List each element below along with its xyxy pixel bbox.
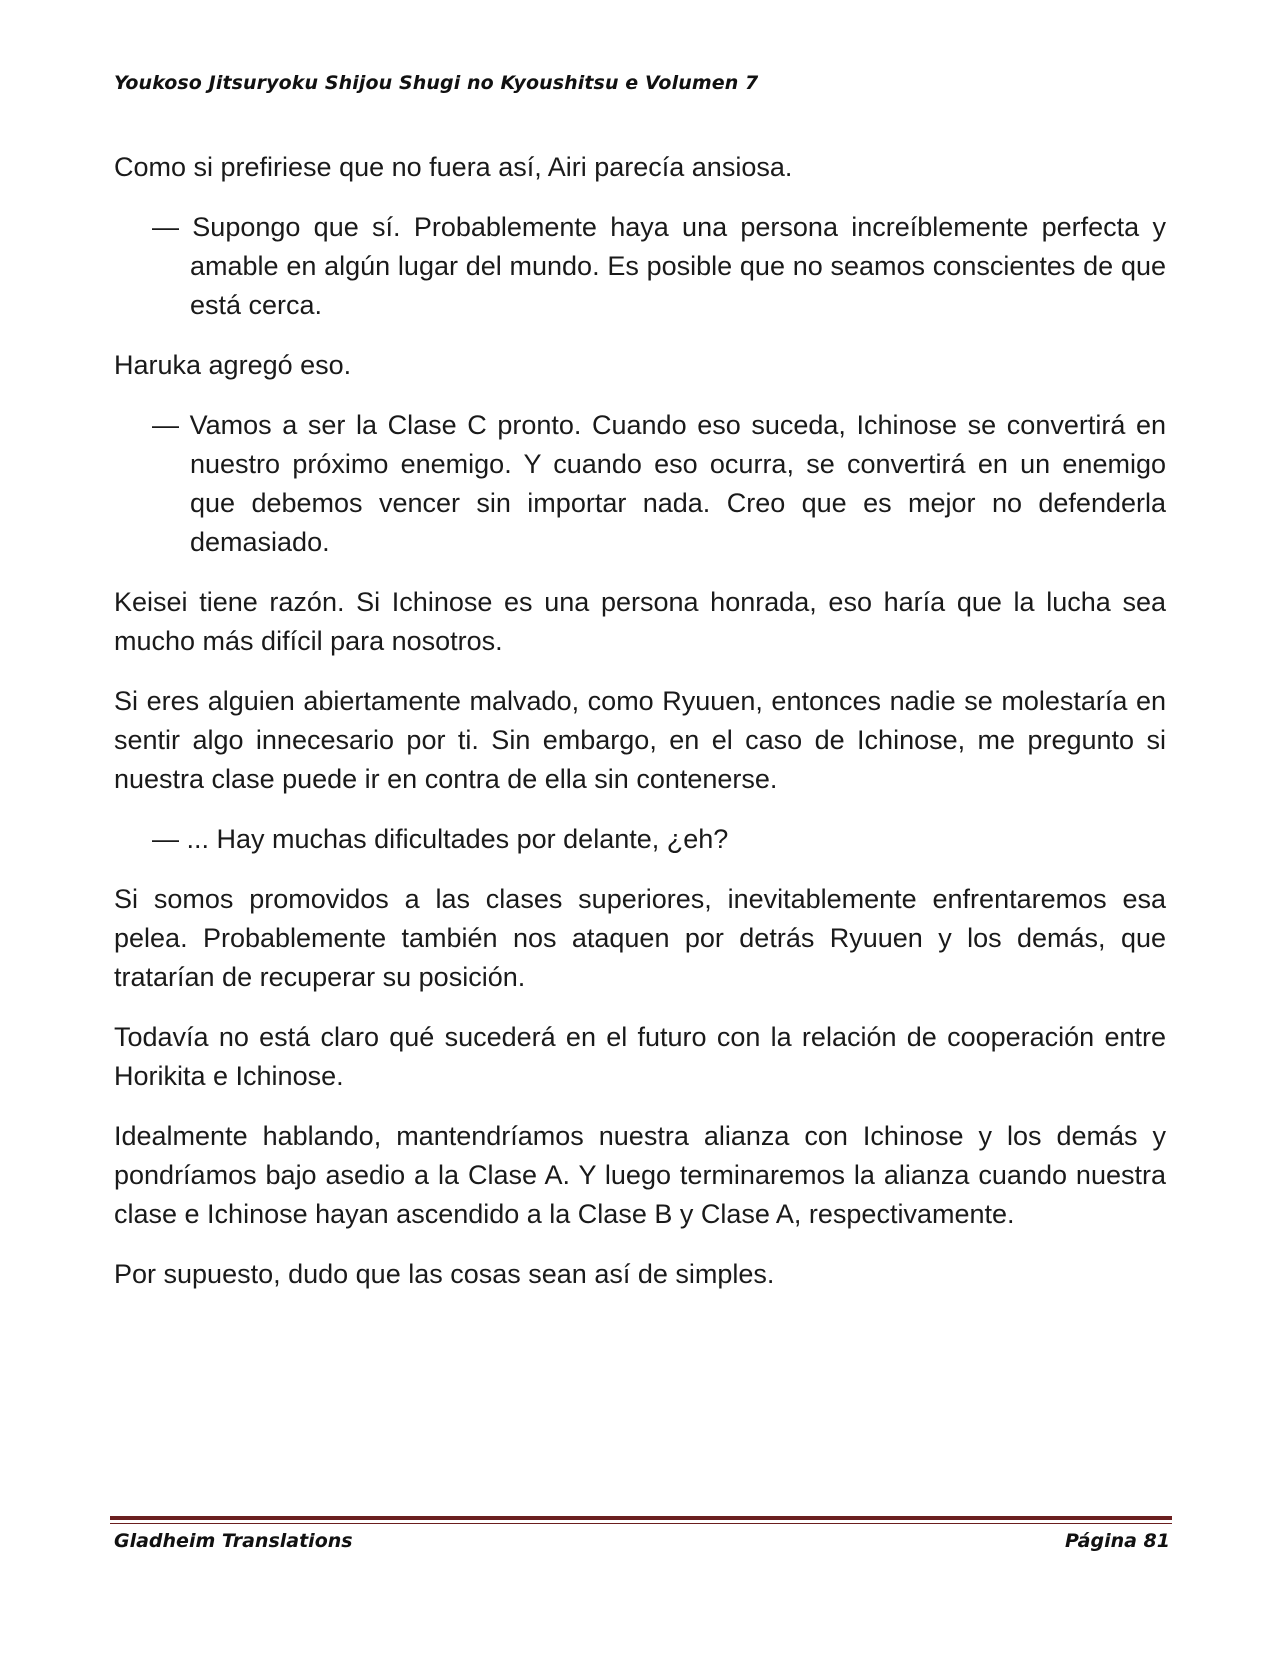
paragraph: Por supuesto, dudo que las cosas sean así de simples. bbox=[114, 1259, 775, 1289]
paragraph: Keisei tiene razón. Si Ichinose es una persona honrada, eso haría que la lucha sea mucho más difícil para nosotros. bbox=[114, 587, 1166, 656]
paragraph: Si eres alguien abiertamente malvado, como Ryuuen, entonces nadie se molestaría en sentir algo innecesario por ti. Sin embargo, en el caso de Ichinose, me pregunto si nuestra clase puede ir en contra de ella sin contenerse. bbox=[114, 686, 1166, 794]
dialogue-line: — Vamos a ser la Clase C pronto. Cuando eso suceda, Ichinose se convertirá en nuestro próximo enemigo. Y cuando eso ocurra, se convertirá en un enemigo que debemos vencer sin importar nada. Creo que es mejor no defenderla demasiado. bbox=[152, 410, 1166, 557]
footer-credit: Gladheim Translations bbox=[114, 1530, 353, 1552]
footer-divider bbox=[110, 1516, 1172, 1520]
paragraph: Haruka agregó eso. bbox=[114, 350, 352, 380]
page-body bbox=[114, 148, 1166, 1315]
footer-divider-thin bbox=[110, 1523, 1172, 1524]
paragraph: Idealmente hablando, mantendríamos nuestra alianza con Ichinose y los demás y pondríamos bajo asedio a la Clase A. Y luego terminaremos la alianza cuando nuestra clase e Ichinose hayan ascendido a la Clase B y Clase A, respectivamente. bbox=[114, 1121, 1166, 1229]
paragraph: Todavía no está claro qué sucederá en el futuro con la relación de cooperación entre Horikita e Ichinose. bbox=[114, 1022, 1166, 1091]
paragraph: Si somos promovidos a las clases superiores, inevitablemente enfrentaremos esa pelea. Probablemente también nos ataquen por detrás Ryuuen y los demás, que tratarían de recuperar su posición. bbox=[114, 884, 1166, 992]
paragraph: Como si prefiriese que no fuera así, Airi parecía ansiosa. bbox=[114, 152, 793, 182]
page-header-title: Youkoso Jitsuryoku Shijou Shugi no Kyoushitsu e Volumen 7 bbox=[114, 72, 759, 94]
page-number: Página 81 bbox=[1064, 1530, 1170, 1552]
dialogue-line: — ... Hay muchas dificultades por delante, ¿eh? bbox=[152, 824, 729, 854]
dialogue-line: — Supongo que sí. Probablemente haya una persona increíblemente perfecta y amable en algún lugar del mundo. Es posible que no seamos conscientes de que está cerca. bbox=[152, 212, 1166, 320]
